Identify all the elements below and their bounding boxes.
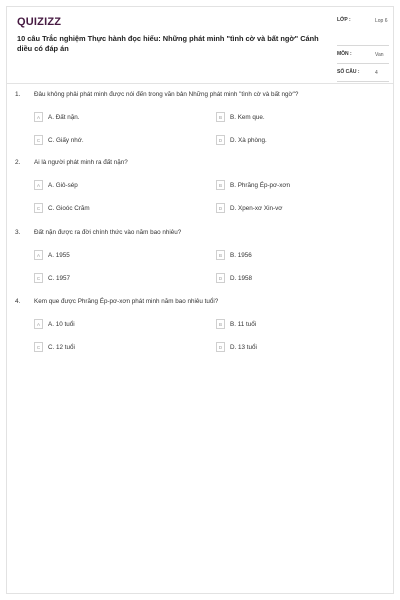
option-letter-box: B (216, 319, 225, 329)
question-text: Đất nặn được ra đời chính thức vào năm bao nhiêu? (34, 229, 182, 236)
option-c[interactable] (34, 273, 70, 283)
option-letter-box: D (216, 273, 225, 283)
question-number: 3. (15, 229, 21, 236)
option-letter-box: D (216, 203, 225, 213)
option-letter-box: C (34, 135, 43, 145)
option-text: D. 13 tuổi (230, 343, 257, 351)
question-text: Đâu không phải phát minh được nói đến trong văn bản Những phát minh "tình cờ và bất ngờ"? (34, 91, 299, 98)
option-d[interactable] (216, 203, 282, 213)
worksheet-page (6, 6, 394, 594)
option-text: D. 1958 (230, 274, 253, 282)
question-number: 2. (15, 159, 21, 166)
option-text: D. Xà phòng. (230, 136, 267, 144)
worksheet-title: 10 câu Trắc nghiệm Thực hành đọc hiểu: Những phát minh "tình cờ và bất ngờ" Cánh diều có đáp án (17, 34, 319, 53)
option-text: B. 11 tuổi (230, 320, 257, 328)
option-a[interactable] (34, 319, 75, 329)
option-b[interactable] (216, 250, 252, 260)
meta-value: Lop 6 (375, 18, 388, 24)
option-letter-box: B (216, 250, 225, 260)
option-b[interactable] (216, 180, 290, 190)
meta-label: MÔN : (337, 51, 352, 57)
question-text: Ai là người phát minh ra đất nặn? (34, 159, 128, 166)
meta-value: Van (375, 52, 384, 58)
option-letter-box: C (34, 342, 43, 352)
option-text: D. Xpen-xơ Xin-vơ (230, 204, 283, 212)
option-text: C. 12 tuổi (48, 343, 75, 351)
option-d[interactable] (216, 273, 252, 283)
option-letter-box: D (216, 342, 225, 352)
meta-panel (337, 14, 389, 82)
question-number: 1. (15, 91, 21, 98)
option-d[interactable] (216, 342, 257, 352)
option-letter-box: B (216, 180, 225, 190)
quizizz-logo: QUIZIZZ (17, 16, 62, 28)
option-c[interactable] (34, 203, 90, 213)
option-text: A. 1955 (48, 251, 70, 259)
option-text: A. Đất nặn. (48, 113, 80, 121)
meta-row-subject (337, 51, 389, 64)
option-letter-box: C (34, 203, 43, 213)
option-d[interactable] (216, 135, 267, 145)
option-text: B. Phrăng Ép-pơ-xơn (230, 181, 291, 189)
option-text: C. Giấy nhớ. (48, 136, 84, 144)
option-c[interactable] (34, 342, 75, 352)
option-letter-box: A (34, 112, 43, 122)
option-letter-box: A (34, 180, 43, 190)
option-b[interactable] (216, 112, 265, 122)
option-letter-box: A (34, 319, 43, 329)
meta-row-grade (337, 14, 389, 46)
option-b[interactable] (216, 319, 256, 329)
option-a[interactable] (34, 250, 70, 260)
option-letter-box: D (216, 135, 225, 145)
option-text: B. 1956 (230, 251, 252, 259)
question-text: Kem que được Phrăng Ép-pơ-xơn phát minh năm bao nhiêu tuổi? (34, 298, 219, 305)
option-text: C. Gioóc Crăm (48, 204, 90, 212)
meta-label: SỐ CÂU : (337, 69, 360, 75)
option-text: C. 1957 (48, 274, 71, 282)
option-text: A. 10 tuổi (48, 320, 75, 328)
meta-row-count (337, 69, 389, 82)
option-letter-box: C (34, 273, 43, 283)
option-letter-box: A (34, 250, 43, 260)
option-text: B. Kem que. (230, 113, 265, 121)
option-letter-box: B (216, 112, 225, 122)
question-number: 4. (15, 298, 21, 305)
header-divider (7, 83, 393, 84)
option-c[interactable] (34, 135, 84, 145)
option-text: A. Giô-sép (48, 181, 78, 189)
meta-label: LỚP : (337, 17, 351, 23)
meta-value: 4 (375, 70, 378, 76)
option-a[interactable] (34, 112, 80, 122)
option-a[interactable] (34, 180, 78, 190)
